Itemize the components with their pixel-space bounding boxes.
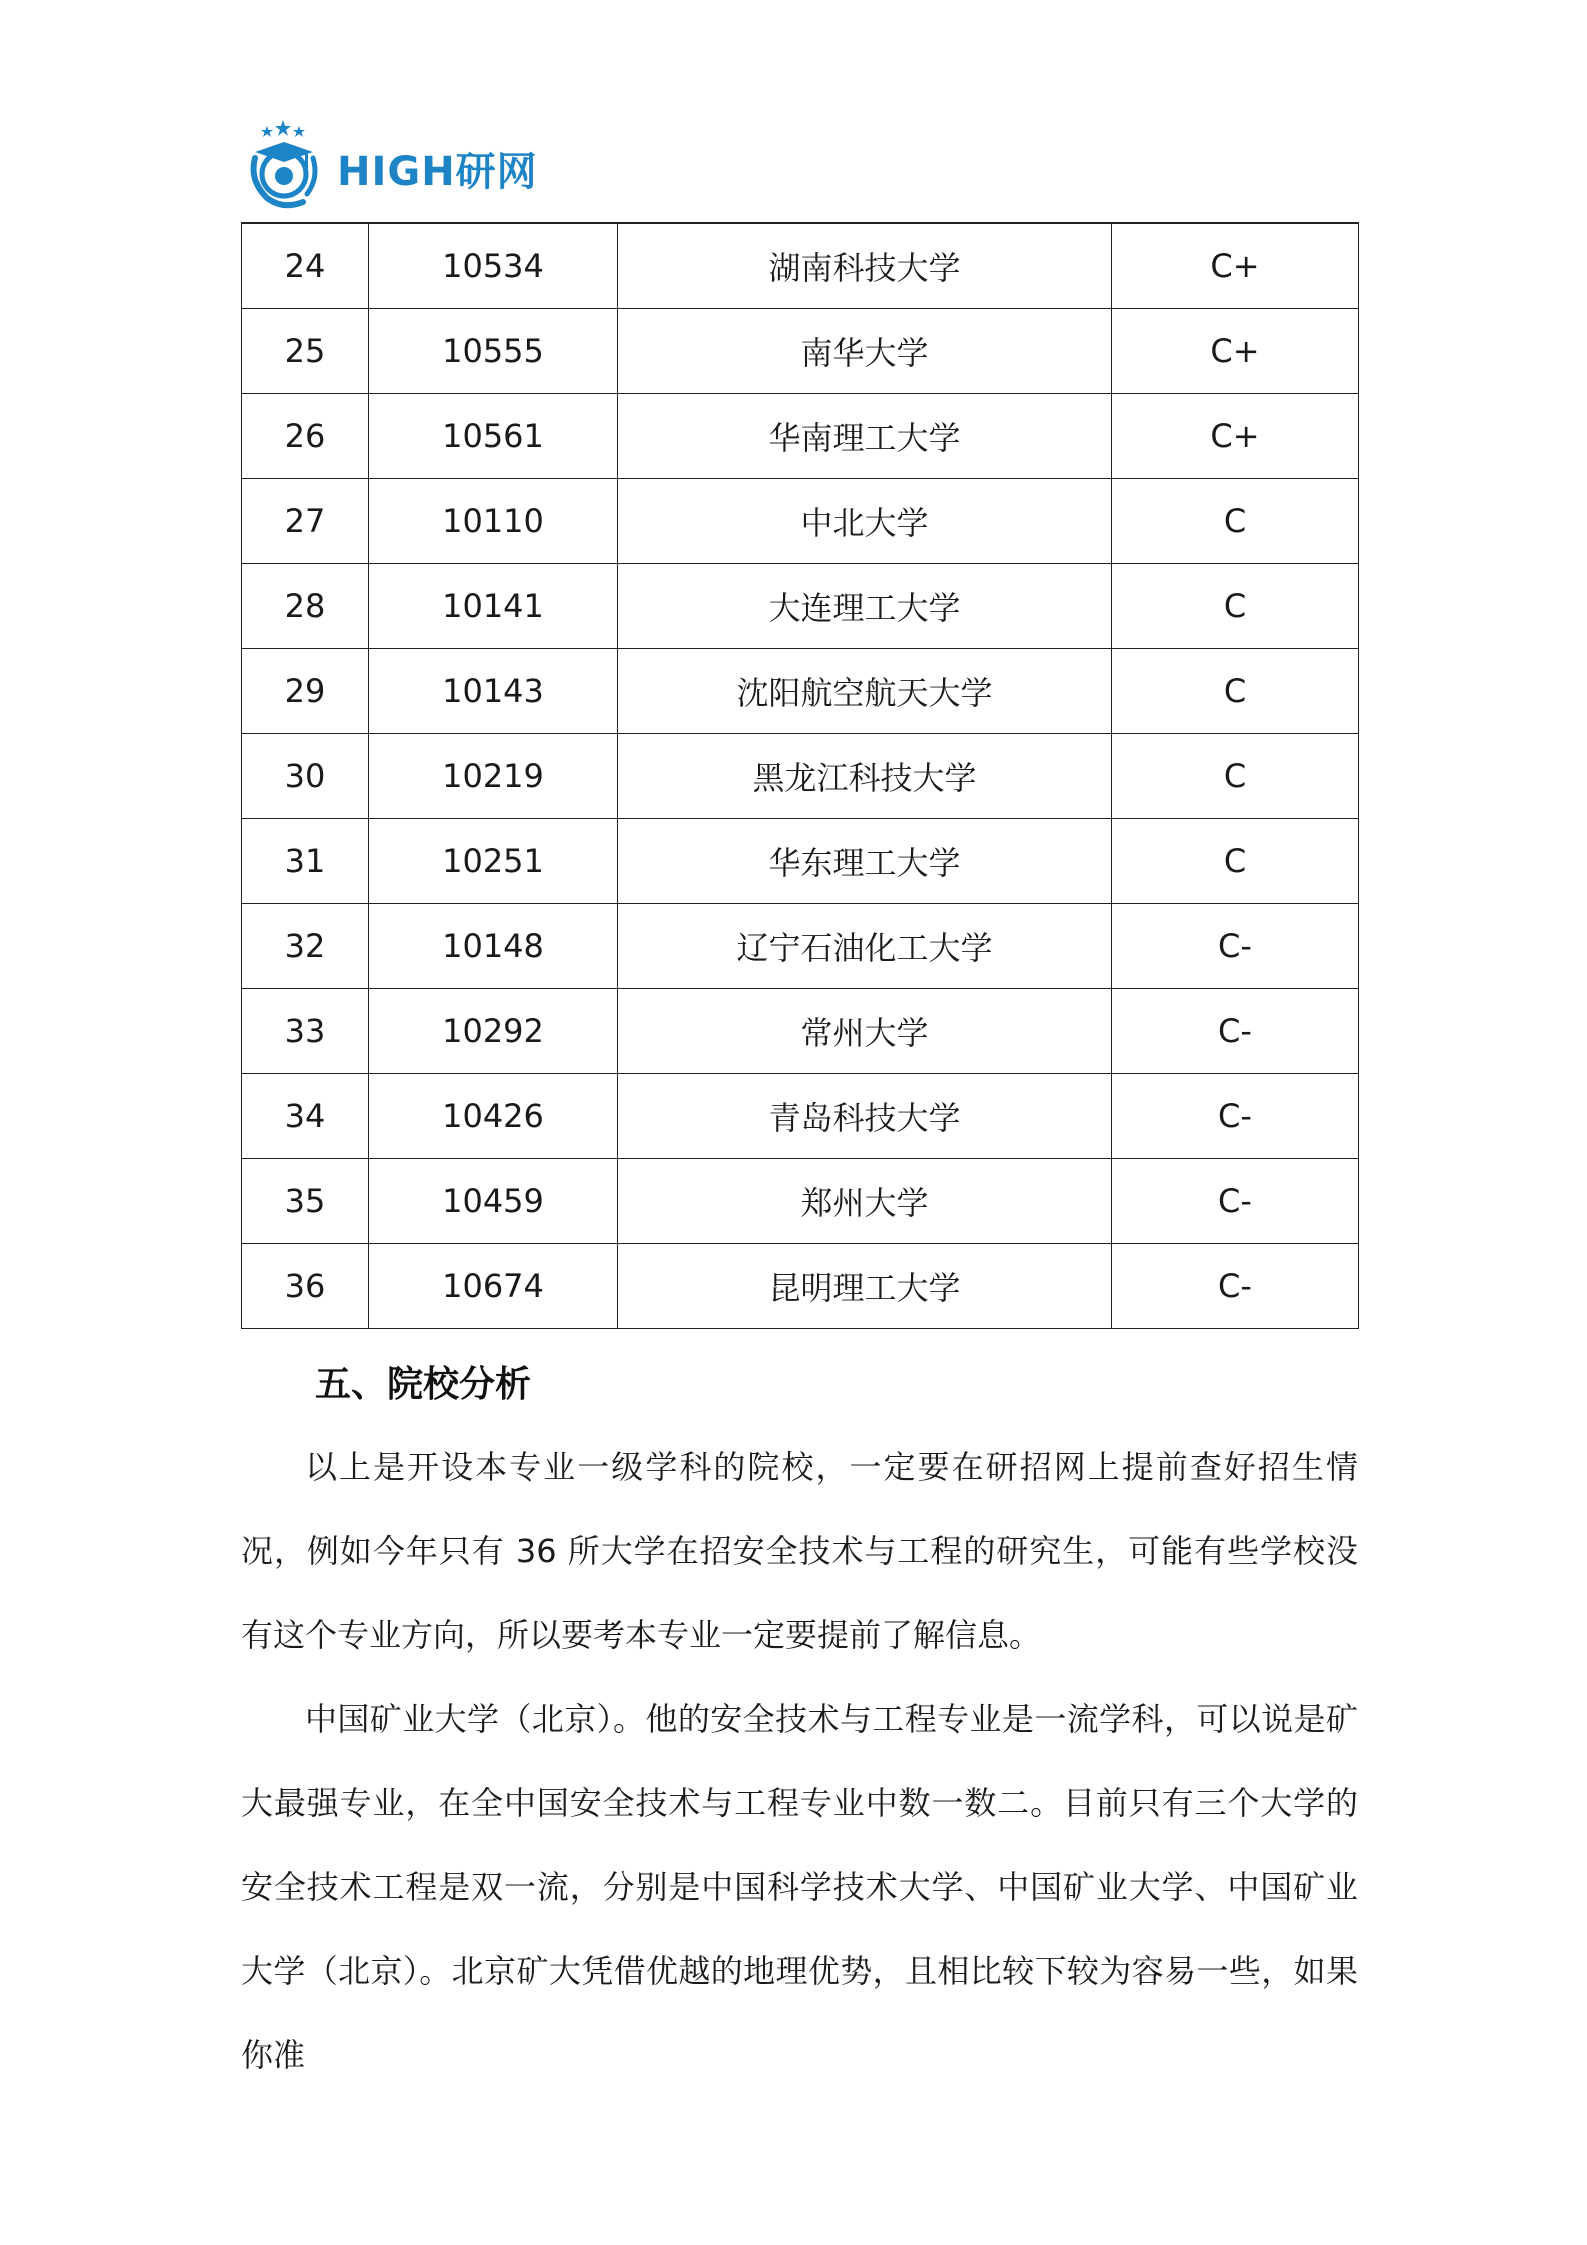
- university-name-cell: 华东理工大学: [618, 819, 1112, 904]
- code-cell: 10555: [369, 309, 618, 394]
- university-name-cell: 郑州大学: [618, 1159, 1112, 1244]
- university-name-cell: 沈阳航空航天大学: [618, 649, 1112, 734]
- rank-cell: 34: [242, 1074, 369, 1159]
- university-name-cell: 华南理工大学: [618, 394, 1112, 479]
- rank-cell: 29: [242, 649, 369, 734]
- grade-cell: C: [1112, 734, 1359, 819]
- table-row: [242, 649, 1359, 734]
- rank-cell: 30: [242, 734, 369, 819]
- table-row: [242, 904, 1359, 989]
- university-name-cell: 青岛科技大学: [618, 1074, 1112, 1159]
- grade-cell: C-: [1112, 1074, 1359, 1159]
- ranking-table-body: [242, 223, 1359, 1329]
- rank-cell: 25: [242, 309, 369, 394]
- table-row: [242, 394, 1359, 479]
- university-name-cell: 常州大学: [618, 989, 1112, 1074]
- table-row: [242, 819, 1359, 904]
- university-name-cell: 南华大学: [618, 309, 1112, 394]
- table-row: [242, 479, 1359, 564]
- grade-cell: C-: [1112, 989, 1359, 1074]
- code-cell: 10674: [369, 1244, 618, 1329]
- rank-cell: 27: [242, 479, 369, 564]
- code-cell: 10110: [369, 479, 618, 564]
- table-row: [242, 734, 1359, 819]
- table-row: [242, 989, 1359, 1074]
- ranking-table: [241, 222, 1359, 1329]
- code-cell: 10292: [369, 989, 618, 1074]
- table-row: [242, 223, 1359, 309]
- table-row: [242, 1244, 1359, 1329]
- paragraph-cumtb: 中国矿业大学（北京）。他的安全技术与工程专业是一流学科，可以说是矿大最强专业，在全中国安全技术与工程专业中数一数二。目前只有三个大学的安全技术工程是双一流，分别是中国科学技术大学、中国矿业大学、中国矿业大学（北京）。北京矿大凭借优越的地理优势，且相比较下较为容易一些，如果你准: [241, 1700, 1358, 2074]
- university-name-cell: 大连理工大学: [618, 564, 1112, 649]
- rank-cell: 35: [242, 1159, 369, 1244]
- university-name-cell: 湖南科技大学: [618, 223, 1112, 309]
- rank-cell: 28: [242, 564, 369, 649]
- code-cell: 10459: [369, 1159, 618, 1244]
- grade-cell: C: [1112, 564, 1359, 649]
- code-cell: 10148: [369, 904, 618, 989]
- table-row: [242, 309, 1359, 394]
- code-cell: 10141: [369, 564, 618, 649]
- site-logo: [243, 118, 563, 210]
- rank-cell: 36: [242, 1244, 369, 1329]
- code-cell: 10561: [369, 394, 618, 479]
- table-row: [242, 1159, 1359, 1244]
- logo-text: HIGH研网: [337, 149, 538, 195]
- table-row: [242, 1074, 1359, 1159]
- rank-cell: 26: [242, 394, 369, 479]
- grade-cell: C+: [1112, 223, 1359, 309]
- table-row: [242, 564, 1359, 649]
- grade-cell: C: [1112, 819, 1359, 904]
- rank-cell: 24: [242, 223, 369, 309]
- grade-cell: C-: [1112, 1244, 1359, 1329]
- grade-cell: C: [1112, 479, 1359, 564]
- section-heading: 五、院校分析: [315, 1364, 532, 1405]
- university-name-cell: 辽宁石油化工大学: [618, 904, 1112, 989]
- university-name-cell: 中北大学: [618, 479, 1112, 564]
- code-cell: 10426: [369, 1074, 618, 1159]
- grade-cell: C-: [1112, 904, 1359, 989]
- code-cell: 10143: [369, 649, 618, 734]
- grade-cell: C-: [1112, 1159, 1359, 1244]
- university-name-cell: 昆明理工大学: [618, 1244, 1112, 1329]
- grade-cell: C+: [1112, 309, 1359, 394]
- rank-cell: 31: [242, 819, 369, 904]
- rank-cell: 32: [242, 904, 369, 989]
- code-cell: 10251: [369, 819, 618, 904]
- logo-emblem-icon: [243, 118, 335, 210]
- grade-cell: C+: [1112, 394, 1359, 479]
- rank-cell: 33: [242, 989, 369, 1074]
- paragraph-intro: 以上是开设本专业一级学科的院校，一定要在研招网上提前查好招生情况，例如今年只有 36 所大学在招安全技术与工程的研究生，可能有些学校没有这个专业方向，所以要考本专业一定要提前了解信息。: [241, 1448, 1358, 1654]
- code-cell: 10219: [369, 734, 618, 819]
- university-name-cell: 黑龙江科技大学: [618, 734, 1112, 819]
- grade-cell: C: [1112, 649, 1359, 734]
- code-cell: 10534: [369, 223, 618, 309]
